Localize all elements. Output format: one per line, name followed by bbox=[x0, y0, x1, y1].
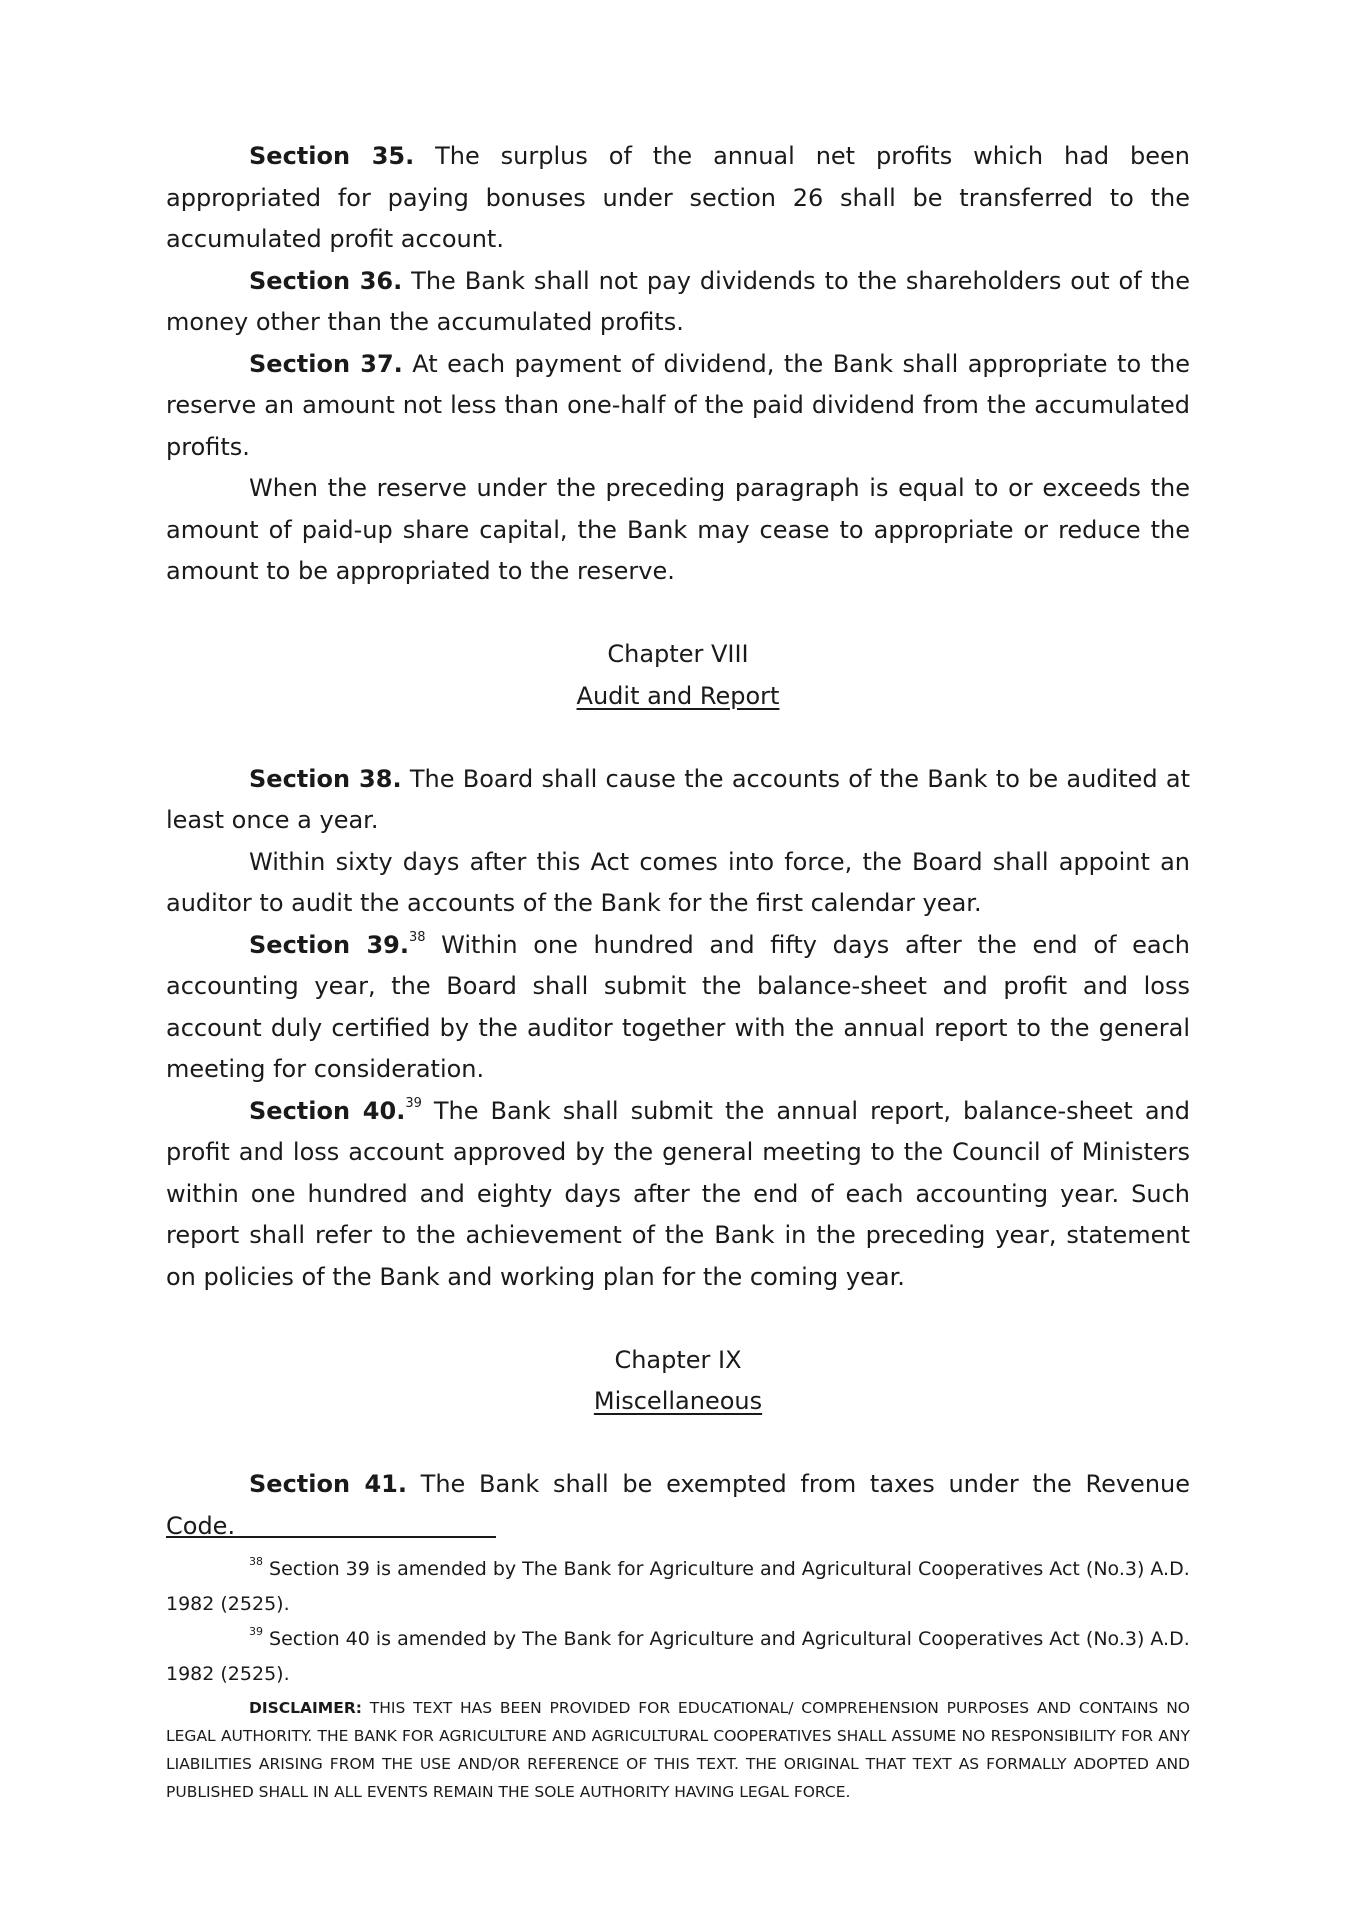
disclaimer bbox=[166, 1694, 1190, 1806]
spacer bbox=[166, 717, 1190, 759]
section-39-text: Within one hundred and fifty days after the end of each accounting year, the Board shall submit the balance-sheet and profit and loss account duly certified by the auditor together with the annual report to the general meeting for consideration. bbox=[166, 930, 1190, 1083]
footnote-text: Section 39 is amended by The Bank for Agriculture and Agricultural Cooperatives Act (No.3) A.D. 1982 (2525). bbox=[166, 1558, 1190, 1615]
disclaimer-label: DISCLAIMER: bbox=[249, 1699, 362, 1717]
section-36 bbox=[166, 261, 1190, 344]
section-37 bbox=[166, 344, 1190, 469]
section-35-label: Section 35. bbox=[249, 142, 415, 170]
chapter-9-title bbox=[166, 1381, 1190, 1423]
section-39-label: Section 39. bbox=[249, 930, 409, 959]
chapter-8-title-text: Audit and Report bbox=[576, 681, 780, 710]
section-36-text: The Bank shall not pay dividends to the shareholders out of the money other than the accumulated profits. bbox=[166, 266, 1190, 336]
section-41 bbox=[166, 1464, 1190, 1547]
section-39 bbox=[166, 925, 1190, 1091]
chapter-8-number: Chapter VIII bbox=[607, 640, 749, 668]
section-40 bbox=[166, 1091, 1190, 1299]
footnote-mark: 38 bbox=[249, 1554, 263, 1568]
section-38-text: The Board shall cause the accounts of the Bank to be audited at least once a year. bbox=[166, 764, 1191, 834]
footnotes bbox=[166, 1536, 1190, 1806]
section-35-text: The surplus of the annual net profits which had been appropriated for paying bonuses under section 26 shall be transferred to the accumulated profit account. bbox=[166, 142, 1191, 253]
spacer bbox=[166, 1423, 1190, 1465]
section-38 bbox=[166, 759, 1190, 842]
section-37-text: At each payment of dividend, the Bank shall appropriate to the reserve an amount not less than one-half of the paid dividend from the accumulated profits. bbox=[166, 349, 1191, 461]
section-40-label: Section 40. bbox=[249, 1096, 406, 1125]
section-36-label: Section 36. bbox=[249, 266, 403, 295]
footnote-39 bbox=[166, 1622, 1190, 1692]
section-38-paragraph-2: Within sixty days after this Act comes into force, the Board shall appoint an auditor to audit the accounts of the Bank for the first calendar year. bbox=[166, 847, 1190, 917]
section-35 bbox=[166, 136, 1190, 261]
section-41-text: The Bank shall be exempted from taxes under the Revenue Code. bbox=[166, 1470, 1191, 1540]
chapter-9-number: Chapter IX bbox=[614, 1345, 742, 1374]
spacer bbox=[166, 1298, 1190, 1340]
footnote-mark: 39 bbox=[249, 1624, 263, 1638]
disclaimer-text: THIS TEXT HAS BEEN PROVIDED FOR EDUCATIONAL/ COMPREHENSION PURPOSES AND CONTAINS NO LEGAL AUTHORITY. THE BANK FOR AGRICULTURE AND AGRICULTURAL COOPERATIVES SHALL ASSUME NO RESPONSIBILITY FOR ANY LIABILITIES ARISING FROM THE USE AND/OR REFERENCE OF THIS TEXT. THE ORIGINAL THAT TEXT AS FORMALLY ADOPTED AND PUBLISHED SHALL IN ALL EVENTS REMAIN THE SOLE AUTHORITY HAVING LEGAL FORCE. bbox=[166, 1699, 1190, 1801]
footnote-text: Section 40 is amended by The Bank for Agriculture and Agricultural Cooperatives Act (No.3) A.D. 1982 (2525). bbox=[166, 1628, 1190, 1685]
chapter-9-title-text: Miscellaneous bbox=[593, 1387, 763, 1415]
section-40-text: The Bank shall submit the annual report, balance-sheet and profit and loss account approved by the general meeting to the Council of Ministers within one hundred and eighty days after the end of each accounting year. Such report shall refer to the achievement of the Bank in the preceding year, statement on policies of the Bank and working plan for the coming year. bbox=[166, 1096, 1190, 1291]
section-37-paragraph-2: When the reserve under the preceding paragraph is equal to or exceeds the amount of paid-up share capital, the Bank may cease to appropriate or reduce the amount to be appropriated to the reserve. bbox=[166, 474, 1190, 585]
footnote-ref-38: 38 bbox=[408, 929, 426, 945]
section-37-label: Section 37. bbox=[249, 349, 403, 378]
section-38-label: Section 38. bbox=[249, 764, 402, 793]
spacer bbox=[166, 593, 1190, 635]
footnote-divider bbox=[166, 1536, 496, 1538]
footnote-ref-39: 39 bbox=[405, 1095, 422, 1111]
footnote-38 bbox=[166, 1552, 1190, 1622]
chapter-8-title bbox=[166, 676, 1190, 718]
document-page bbox=[166, 136, 1190, 1547]
section-41-label: Section 41. bbox=[249, 1470, 407, 1498]
